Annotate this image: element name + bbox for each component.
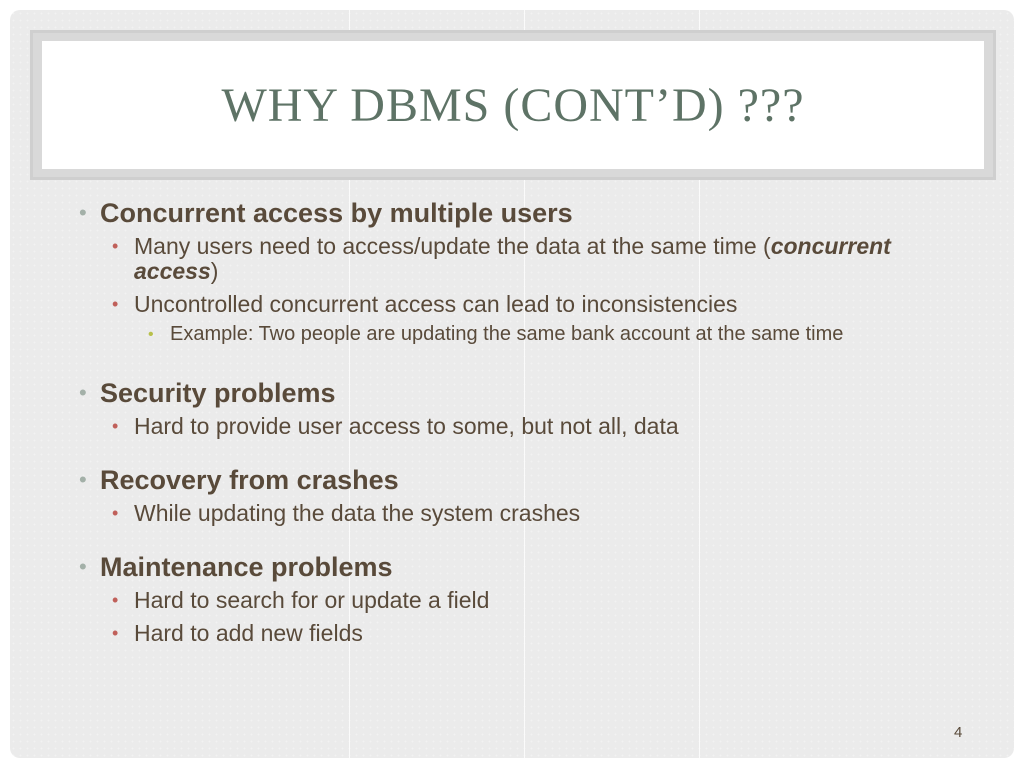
page-number: 4	[954, 724, 963, 741]
sub-bullet-text: • Hard to provide user access to some, but not all, data	[134, 413, 679, 439]
sub-sub-bullet-list	[134, 321, 972, 348]
bullet-heading: Concurrent access by multiple users	[100, 198, 573, 228]
bullet-list	[72, 196, 972, 650]
sub-bullet-text	[134, 230, 972, 288]
sub-bullet	[100, 288, 972, 348]
bullet-maintenance	[72, 550, 972, 650]
sub-bullet-list	[100, 497, 972, 530]
sub-bullet-text: • Hard to add new fields	[134, 620, 363, 646]
bullet-heading: Recovery from crashes	[100, 465, 399, 495]
sub-bullet-text: • Uncontrolled concurrent access can lead to inconsistencies	[134, 291, 738, 317]
slide-title: WHY DBMS (CONT’D) ???	[221, 78, 805, 132]
bullet-heading: Maintenance problems	[100, 552, 393, 582]
title-frame	[30, 30, 996, 180]
sub-sub-bullet-text: • Example: Two people are updating the same bank account at the same time	[170, 323, 844, 345]
sub-bullet-text: • While updating the data the system crashes	[134, 500, 581, 526]
sub-bullet-list	[100, 230, 972, 348]
slide-content	[72, 196, 972, 650]
bullet-security	[72, 376, 972, 443]
bullet-concurrent-access	[72, 196, 972, 348]
sub-sub-bullet	[134, 321, 972, 348]
emphasis-text: concurrent access	[134, 233, 891, 284]
bullet-recovery	[72, 463, 972, 530]
sub-bullet	[100, 230, 972, 288]
sub-bullet	[100, 617, 972, 650]
sub-bullet-list	[100, 584, 972, 650]
sub-bullet-list	[100, 410, 972, 443]
sub-bullet	[100, 410, 972, 443]
sub-bullet	[100, 584, 972, 617]
sub-bullet	[100, 497, 972, 530]
title-box	[42, 41, 984, 169]
slide	[10, 10, 1014, 758]
sub-bullet-text-part: Many users need to access/update the data at the same time (	[134, 233, 771, 259]
sub-bullet-text-part: )	[210, 258, 219, 284]
bullet-heading: Security problems	[100, 378, 336, 408]
sub-bullet-text: • Hard to search for or update a field	[134, 587, 490, 613]
